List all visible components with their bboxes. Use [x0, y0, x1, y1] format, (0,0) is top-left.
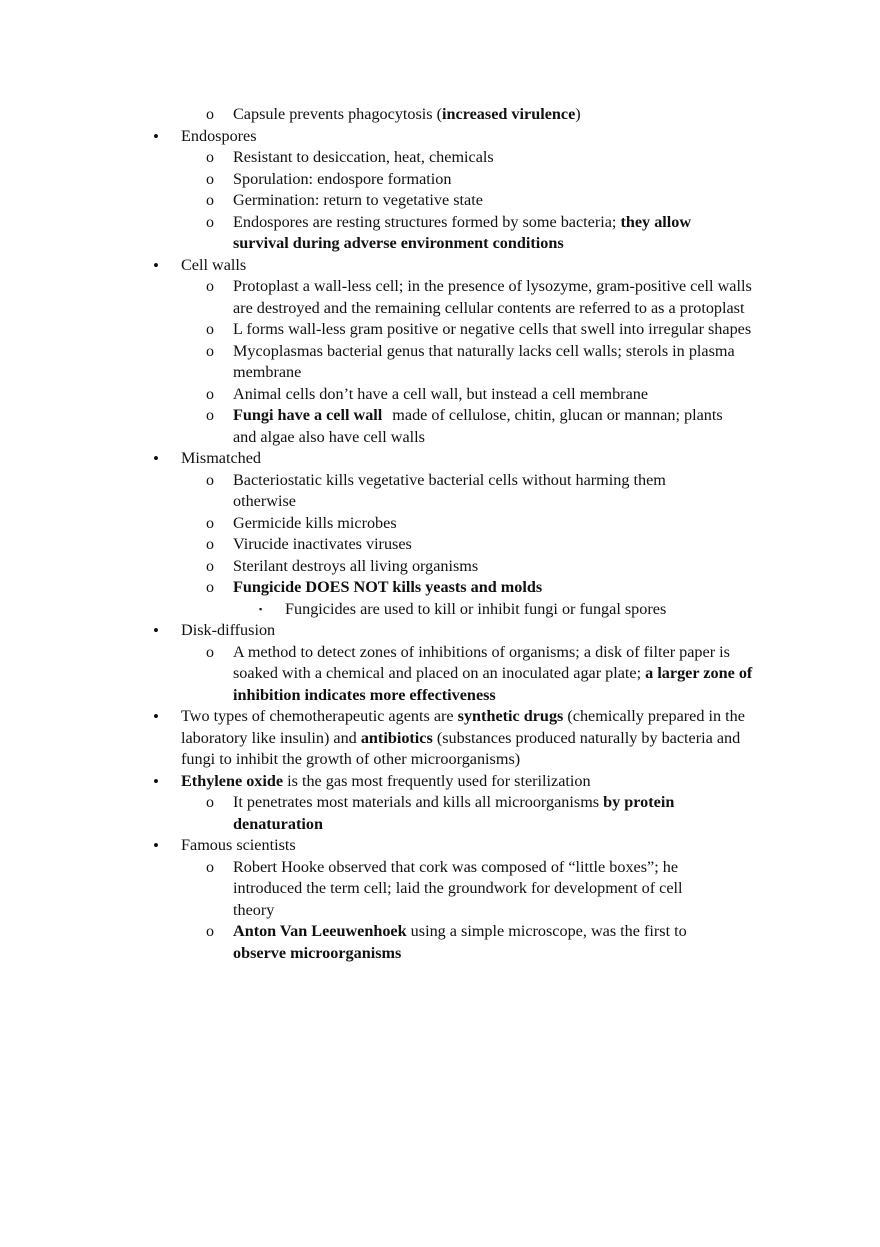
- list-item: o Fungi have a cell wall made of cellulose, chitin, glucan or mannan; plants and algae also have cell walls: [206, 406, 723, 446]
- bullet-icon: •: [153, 126, 159, 146]
- list-item: o Fungicide DOES NOT kills yeasts and molds: [0, 577, 880, 599]
- bullet-icon: •: [153, 836, 159, 855]
- list-item-mismatched: • Mismatched: [153, 449, 262, 468]
- circle-bullet-icon: o: [206, 643, 214, 661]
- list-item: o L forms wall-less gram positive or negative cells that swell into irregular shapes: [0, 319, 880, 341]
- list-item-famous-scientists: • Famous scientists: [153, 836, 296, 855]
- circle-bullet-icon: o: [206, 149, 214, 166]
- list-item: o Germination: return to vegetative state: [0, 190, 880, 212]
- circle-bullet-icon: o: [206, 858, 214, 876]
- circle-bullet-icon: o: [206, 192, 214, 209]
- circle-bullet-icon: o: [206, 385, 214, 403]
- circle-bullet-icon: o: [206, 514, 214, 532]
- list-item: o Protoplast a wall-less cell; in the presence of lysozyme, gram-positive cell walls are destroyed and the remaining cellular contents are referred to as a protoplast: [206, 277, 752, 317]
- bullet-icon: •: [153, 449, 159, 468]
- circle-bullet-icon: o: [206, 471, 214, 489]
- circle-bullet-icon: o: [206, 557, 214, 575]
- list-item-chemotherapeutic-agents: • Two types of chemotherapeutic agents are synthetic drugs (chemically prepared in the laboratory like insulin) and antibiotics (substances produced naturally by bacteria and fungi to inhibit the growth of other microorganisms): [153, 707, 745, 768]
- list-item: o Bacteriostatic kills vegetative bacterial cells without harming them otherwise: [206, 470, 666, 510]
- circle-bullet-icon: o: [206, 170, 214, 188]
- circle-bullet-icon: o: [206, 278, 214, 295]
- circle-bullet-icon: o: [206, 579, 214, 596]
- list-item: o A method to detect zones of inhibitions of organisms; a disk of filter paper is soaked with a chemical and placed on an inoculated agar plate; a larger zone of inhibition indicates more effectiveness: [206, 642, 753, 704]
- circle-bullet-icon: o: [206, 213, 214, 231]
- list-item-disk-diffusion: • Disk-diffusion: [153, 621, 276, 640]
- list-item: o Robert Hooke observed that cork was composed of “little boxes”; he introduced the term cell; laid the groundwork for development of cell theory: [206, 857, 683, 919]
- circle-bullet-icon: o: [206, 106, 214, 123]
- bullet-icon: •: [153, 707, 159, 726]
- circle-bullet-icon: o: [206, 794, 214, 811]
- bullet-icon: •: [153, 771, 159, 791]
- document-page: [0, 104, 880, 964]
- circle-bullet-icon: o: [206, 342, 214, 360]
- square-bullet-icon: ▪: [259, 603, 263, 614]
- list-item: ▪ Fungicides are used to kill or inhibit fungi or fungal spores: [0, 599, 880, 621]
- list-item-ethylene-oxide: • Ethylene oxide is the gas most frequently used for sterilization: [153, 771, 591, 791]
- list-item: o Virucide inactivates viruses: [0, 534, 880, 556]
- list-item: o Sporulation: endospore formation: [0, 169, 880, 191]
- list-item: o Mycoplasmas bacterial genus that naturally lacks cell walls; sterols in plasma membrane: [206, 341, 735, 381]
- list-item: o Sterilant destroys all living organisms: [0, 556, 880, 578]
- list-item: o Anton Van Leeuwenhoek using a simple microscope, was the first to observe microorganisms: [206, 922, 687, 962]
- list-item: o Resistant to desiccation, heat, chemicals: [0, 147, 880, 169]
- list-item: o Endospores are resting structures formed by some bacteria; they allow survival during adverse environment conditions: [206, 212, 692, 252]
- list-item: o It penetrates most materials and kills all microorganisms by protein denaturation: [206, 793, 675, 833]
- circle-bullet-icon: o: [206, 407, 214, 424]
- list-item: o Capsule prevents phagocytosis (increased virulence): [0, 104, 880, 126]
- list-item: o Animal cells don’t have a cell wall, but instead a cell membrane: [0, 384, 880, 406]
- bullet-icon: •: [153, 255, 159, 275]
- circle-bullet-icon: o: [206, 321, 214, 338]
- list-item-cell-walls: • Cell walls: [153, 255, 247, 275]
- list-item: o Germicide kills microbes: [0, 513, 880, 535]
- circle-bullet-icon: o: [206, 923, 214, 940]
- bullet-icon: •: [153, 621, 159, 640]
- circle-bullet-icon: o: [206, 536, 214, 553]
- list-item-endospores: • Endospores: [153, 126, 257, 146]
